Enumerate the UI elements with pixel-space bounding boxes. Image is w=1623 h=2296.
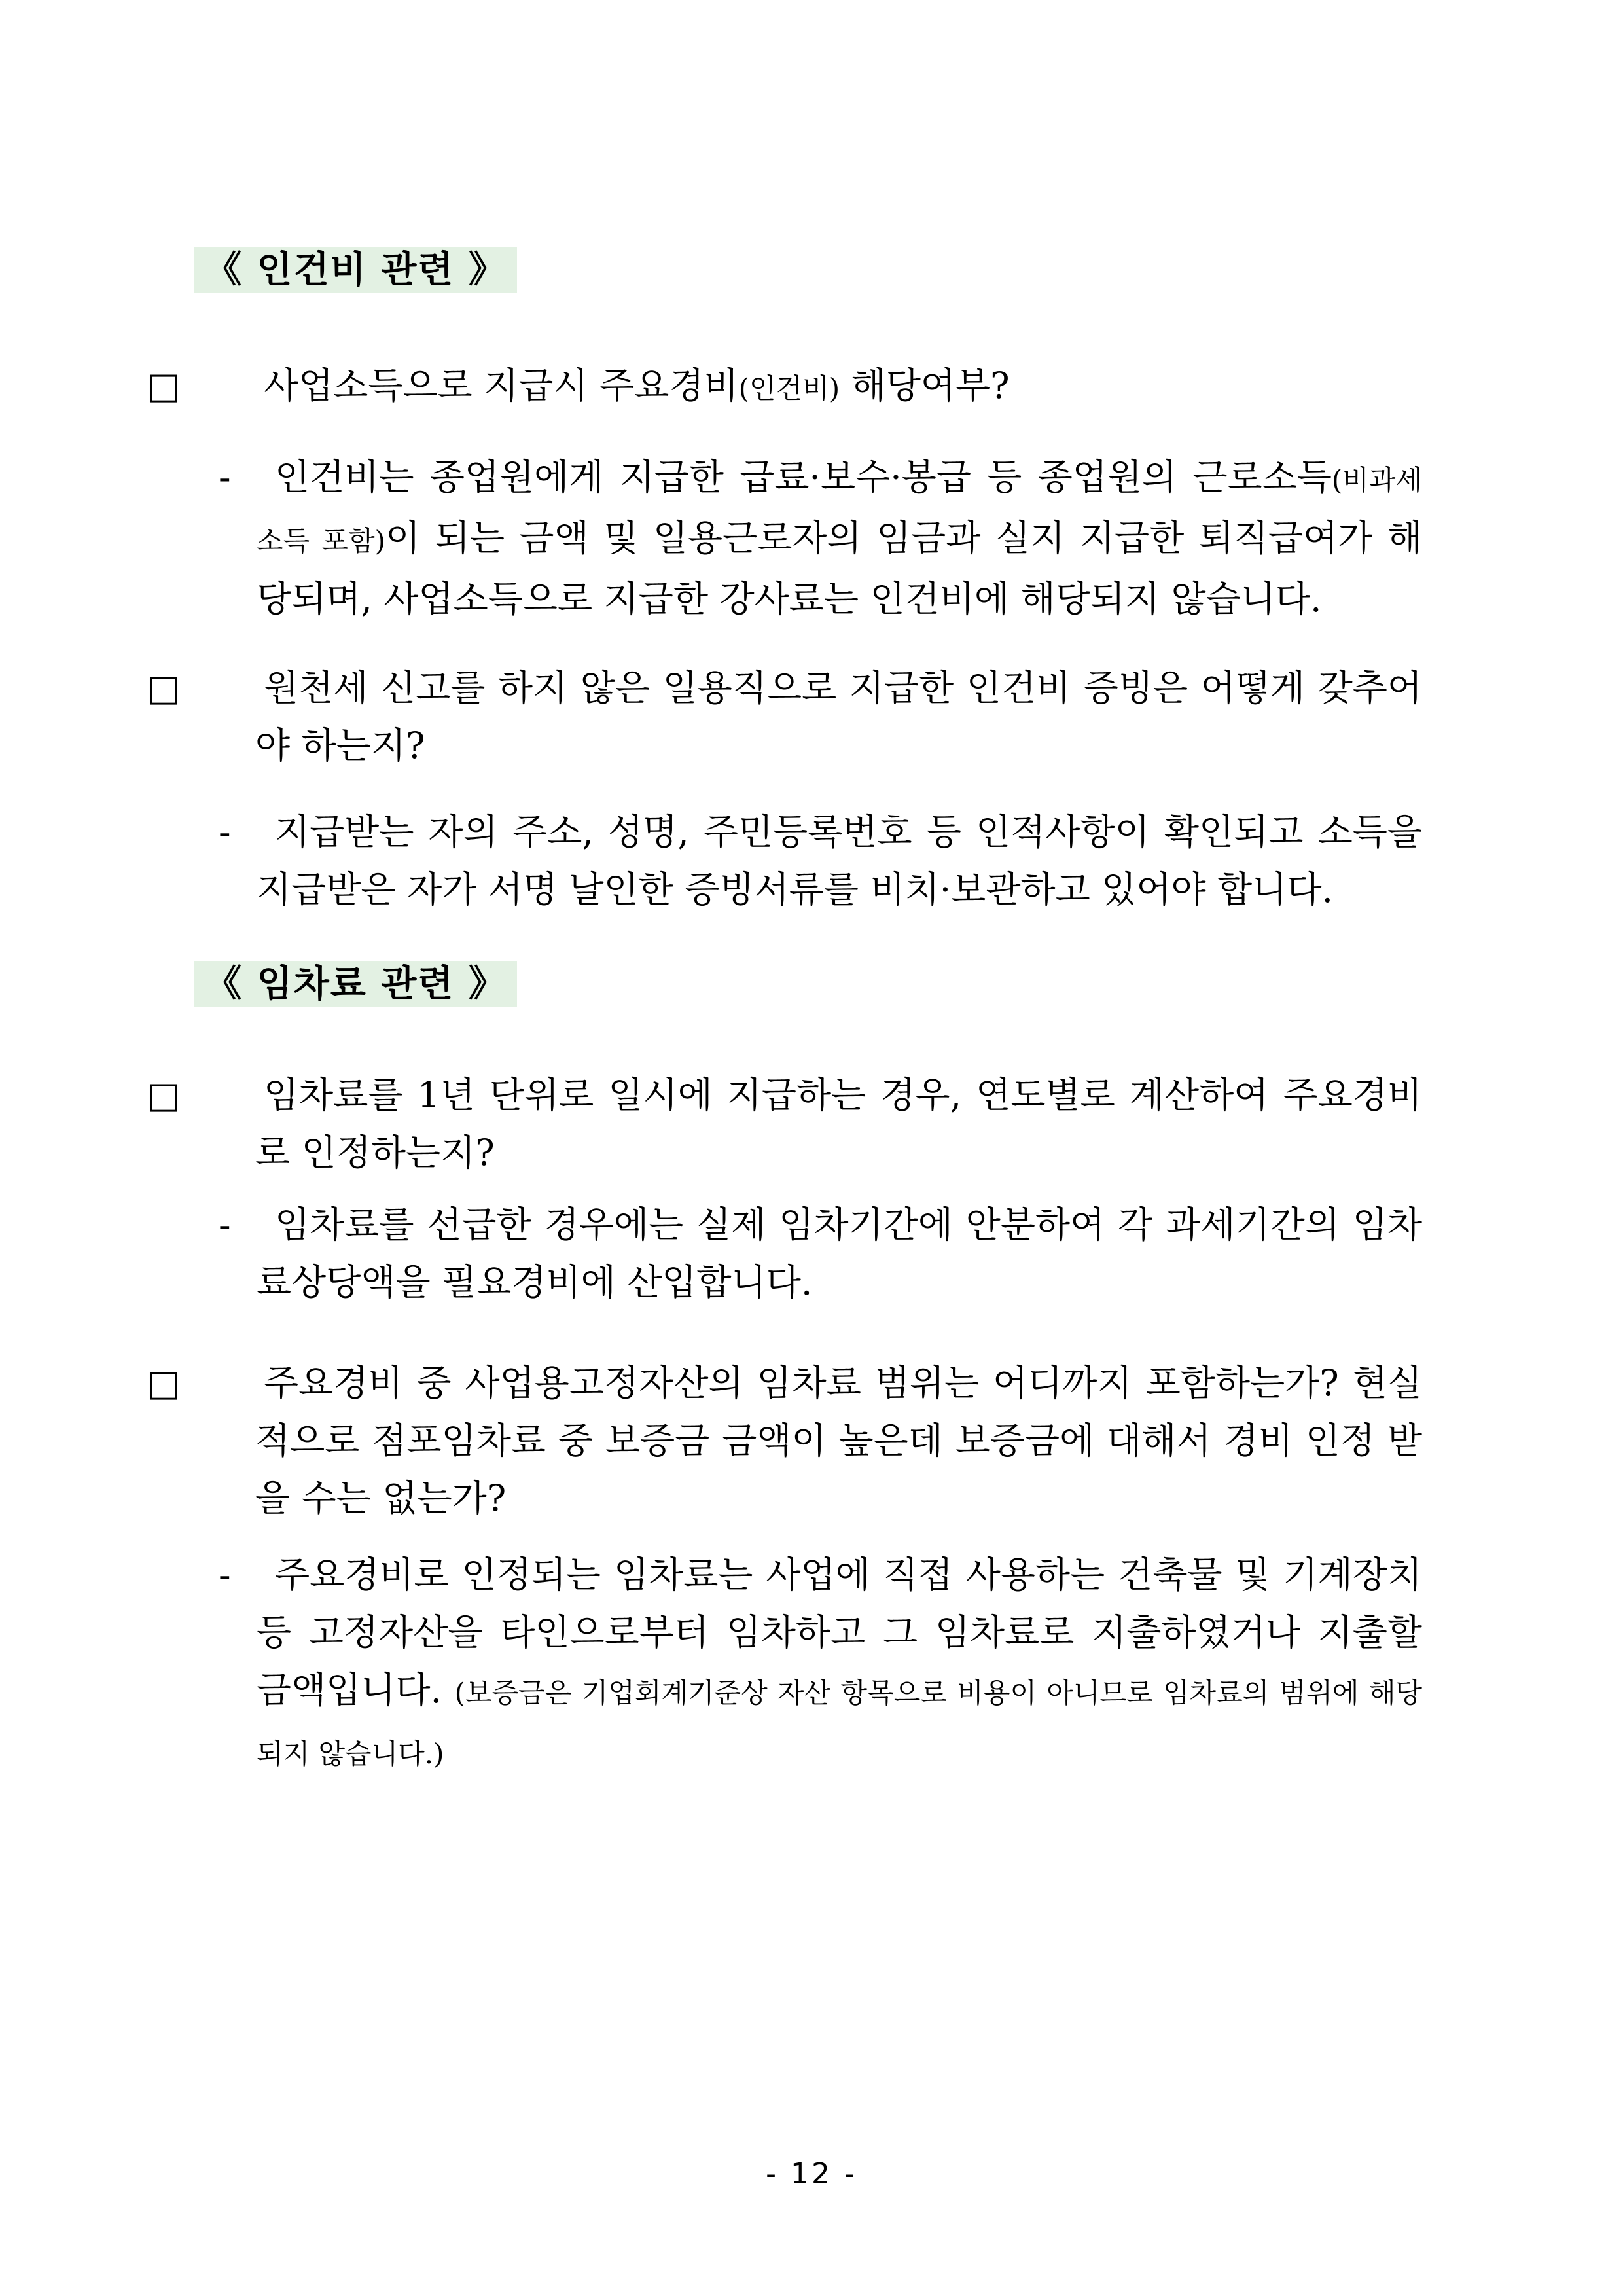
question-text: 사업소득으로 지급시 주요경비(인건비) 해당여부? — [264, 365, 1010, 406]
section-header-row — [201, 247, 1422, 293]
answer-paragraph — [219, 1196, 1422, 1311]
dash-bullet-icon: - — [219, 1554, 231, 1596]
dash-bullet-icon: - — [219, 1204, 231, 1246]
question-paragraph — [147, 1066, 1422, 1181]
question-text: 임차료를 1년 단위로 일시에 지급하는 경우, 연도별로 계산하여 주요경비로 인정하는지? — [255, 1074, 1422, 1174]
section-title-highlight: 《 인건비 관련 》 — [194, 247, 517, 293]
section-title-highlight: 《 임차료 관련 》 — [194, 961, 517, 1007]
question-paragraph — [147, 1354, 1422, 1527]
question-paragraph — [147, 659, 1422, 774]
dash-bullet-icon: - — [219, 811, 231, 853]
answer-text: 임차료를 선급한 경우에는 실제 임차기간에 안분하여 각 과세기간의 임차료상당액을 필요경비에 산입합니다. — [257, 1204, 1422, 1303]
question-text: 주요경비 중 사업용고정자산의 임차료 범위는 어디까지 포함하는가? 현실적으로 점포임차료 중 보증금 금액이 높은데 보증금에 대해서 경비 인정 받을 수는 없는가? — [255, 1362, 1422, 1519]
square-bullet-icon: □ — [147, 1362, 181, 1404]
answer-paragraph — [219, 448, 1423, 628]
section-header-row — [201, 961, 1422, 1007]
dash-bullet-icon: - — [219, 456, 231, 498]
page-number: - 12 - — [766, 2157, 857, 2191]
question-paragraph — [147, 357, 1422, 418]
section-personnel-cost — [147, 247, 1423, 918]
answer-text: 지급받는 자의 주소, 성명, 주민등록번호 등 인적사항이 확인되고 소득을 지급받은 자가 서명 날인한 증빙서류를 비치·보관하고 있어야 합니다. — [257, 811, 1422, 910]
square-bullet-icon: □ — [147, 365, 181, 406]
answer-paragraph — [219, 803, 1422, 918]
question-text: 원천세 신고를 하지 않은 일용직으로 지급한 인건비 증빙은 어떻게 갖추어야 하는지? — [255, 667, 1422, 766]
square-bullet-icon: □ — [147, 1074, 181, 1116]
answer-text: 인건비는 종업원에게 지급한 급료·보수·봉급 등 종업원의 근로소득(비과세 소득 포함)이 되는 금액 및 일용근로자의 임금과 실지 지급한 퇴직급여가 해당되며, 사업소득으로 지급한 강사료는 인건비에 해당되지 않습니다. — [257, 456, 1423, 620]
square-bullet-icon: □ — [147, 667, 181, 709]
answer-text: 주요경비로 인정되는 임차료는 사업에 직접 사용하는 건축물 및 기계장치 등 고정자산을 타인으로부터 임차하고 그 임차료로 지출하였거나 지출할 금액입니다. (보증금은 기업회계기준상 자산 항목으로 비용이 아니므로 임차료의 범위에 해당되지 않습니다.) — [257, 1554, 1422, 1770]
section-rental-fee — [147, 961, 1422, 1783]
answer-paragraph — [219, 1546, 1422, 1783]
